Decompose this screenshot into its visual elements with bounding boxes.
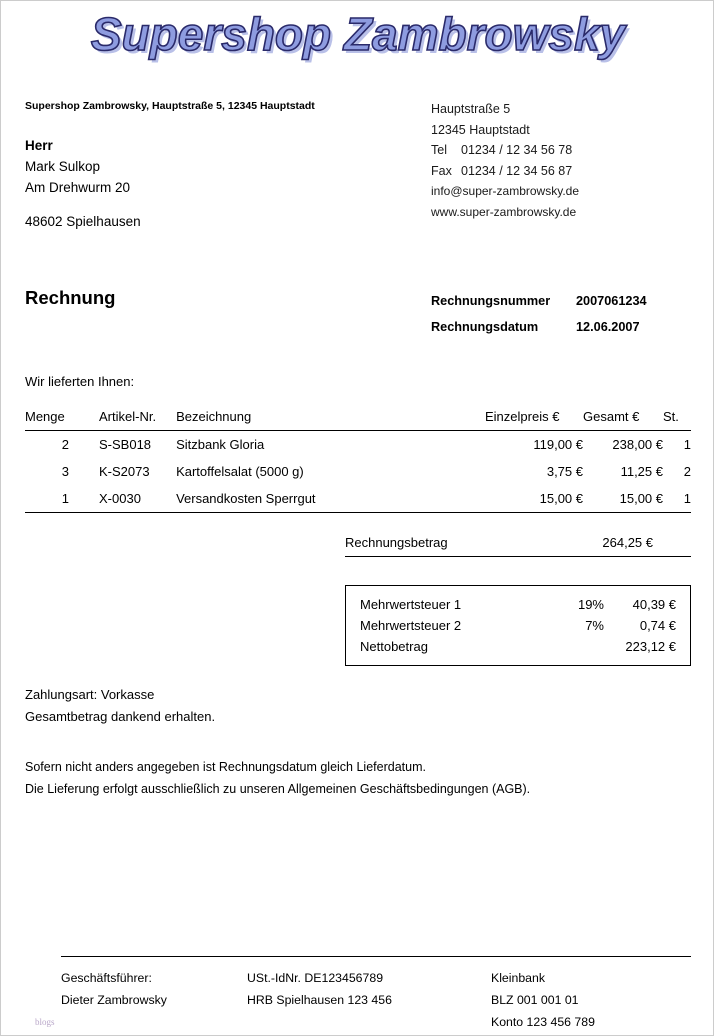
cell-menge: 2 <box>61 437 69 452</box>
tax-row <box>346 594 690 615</box>
invoice-date-value: 12.06.2007 <box>576 320 640 334</box>
footer-register-number: HRB Spielhausen 123 456 <box>247 993 392 1007</box>
net-amount-row <box>346 636 690 657</box>
footer-vat-id: USt.-IdNr. DE123456789 <box>247 971 384 985</box>
cell-einzelpreis: 119,00 € <box>533 437 583 452</box>
cell-artikelnr: X-0030 <box>77 485 156 513</box>
company-telephone-row <box>431 140 579 161</box>
recipient-address-block <box>25 135 141 232</box>
table-row <box>25 431 691 459</box>
recipient-city: 48602 Spielhausen <box>25 214 141 229</box>
cell-einzelpreis: 3,75 € <box>546 464 583 479</box>
column-header-gesamt: Gesamt € <box>583 409 663 431</box>
column-header-steuer: St. <box>663 409 691 431</box>
sender-address-line: Supershop Zambrowsky, Hauptstraße 5, 12345 Hauptstadt <box>25 100 315 112</box>
note-delivery-date: Sofern nicht anders angegeben ist Rechnungsdatum gleich Lieferdatum. <box>25 760 426 774</box>
invoice-number-row <box>431 288 647 314</box>
net-amount-label: Nettobetrag <box>360 639 428 654</box>
company-fax-row <box>431 161 579 182</box>
footer-bank-name: Kleinbank <box>491 971 546 985</box>
telephone-label: Tel <box>431 143 447 157</box>
cell-bezeichnung: Kartoffelsalat (5000 g) <box>176 464 304 479</box>
page-title: Rechnung <box>25 287 116 308</box>
footer-account-number: Konto 123 456 789 <box>491 1015 595 1029</box>
cell-bezeichnung: Versandkosten Sperrgut <box>156 485 485 513</box>
table-row <box>25 458 691 485</box>
table-row <box>25 485 691 513</box>
line-items-table <box>25 409 691 513</box>
tax-label: Mehrwertsteuer 1 <box>360 597 462 612</box>
cell-gesamt: 11,25 € <box>620 464 663 479</box>
footer-manager-name: Dieter Zambrowsky <box>61 993 167 1007</box>
company-street: Hauptstraße 5 <box>431 102 511 116</box>
company-contact-block <box>431 99 579 222</box>
cell-steuer: 2 <box>683 464 691 479</box>
footer-divider <box>61 956 691 957</box>
tax-percent: 7% <box>585 618 604 633</box>
address-spacer <box>25 198 141 211</box>
column-header-bezeichnung: Bezeichnung <box>156 409 485 431</box>
invoice-total-label: Rechnungsbetrag <box>345 535 448 550</box>
cell-menge: 3 <box>61 464 69 479</box>
fax-value: 01234 / 12 34 56 87 <box>461 163 573 178</box>
invoice-total-row <box>345 535 691 557</box>
invoice-meta-block <box>431 288 647 340</box>
company-website[interactable]: www.super-zambrowsky.de <box>431 204 577 219</box>
cell-gesamt: 15,00 € <box>583 485 663 513</box>
invoice-date-row <box>431 314 647 340</box>
tax-amount: 40,39 € <box>632 597 676 612</box>
tax-label: Mehrwertsteuer 2 <box>360 618 462 633</box>
tax-percent: 19% <box>577 597 604 612</box>
invoice-number-label: Rechnungsnummer <box>431 294 551 308</box>
tax-row <box>346 615 690 636</box>
intro-text: Wir lieferten Ihnen: <box>25 374 135 389</box>
fax-label: Fax <box>431 163 452 178</box>
company-logo: Supershop Zambrowsky <box>90 8 626 60</box>
tax-amount: 0,74 € <box>639 618 676 633</box>
invoice-date-label: Rechnungsdatum <box>431 320 539 334</box>
tax-summary-box <box>345 585 691 666</box>
invoice-total-value: 264,25 € <box>602 535 653 550</box>
recipient-street: Am Drehwurm 20 <box>25 180 131 195</box>
company-city: 12345 Hauptstadt <box>431 122 530 137</box>
column-header-menge: Menge <box>25 409 77 431</box>
payment-block <box>25 684 215 728</box>
cell-gesamt: 238,00 € <box>612 437 663 452</box>
note-terms: Die Lieferung erfolgt ausschließlich zu unseren Allgemeinen Geschäftsbedingungen (AGB). <box>25 782 531 796</box>
cell-artikelnr: K-S2073 <box>99 464 150 479</box>
payment-method: Zahlungsart: Vorkasse <box>25 687 155 702</box>
footer-manager-label: Geschäftsführer: <box>61 971 152 985</box>
invoice-number-value: 2007061234 <box>576 294 647 308</box>
cell-steuer: 1 <box>683 437 691 452</box>
telephone-value: 01234 / 12 34 56 78 <box>461 143 573 157</box>
column-header-artikelnr: Artikel-Nr. <box>77 409 156 431</box>
cell-steuer: 1 <box>663 485 691 513</box>
column-header-einzelpreis: Einzelpreis € <box>485 409 583 431</box>
cell-menge: 1 <box>25 485 77 513</box>
footer-column-management <box>61 967 247 1033</box>
recipient-name: Mark Sulkop <box>25 159 101 174</box>
recipient-salutation: Herr <box>25 138 53 153</box>
net-amount-value: 223,12 € <box>625 639 676 654</box>
table-header-row <box>25 409 691 431</box>
legal-notes-block <box>25 756 530 800</box>
cell-einzelpreis: 15,00 € <box>485 485 583 513</box>
watermark-text: blogs <box>35 1017 55 1027</box>
footer-bank-code: BLZ 001 001 01 <box>491 993 579 1007</box>
company-email[interactable]: info@super-zambrowsky.de <box>431 184 580 198</box>
footer-block <box>61 967 701 1033</box>
cell-bezeichnung: Sitzbank Gloria <box>176 437 265 452</box>
payment-received-note: Gesamtbetrag dankend erhalten. <box>25 709 216 724</box>
footer-column-registration <box>247 967 491 1033</box>
cell-artikelnr: S-SB018 <box>99 437 152 452</box>
footer-column-bank <box>491 967 691 1033</box>
